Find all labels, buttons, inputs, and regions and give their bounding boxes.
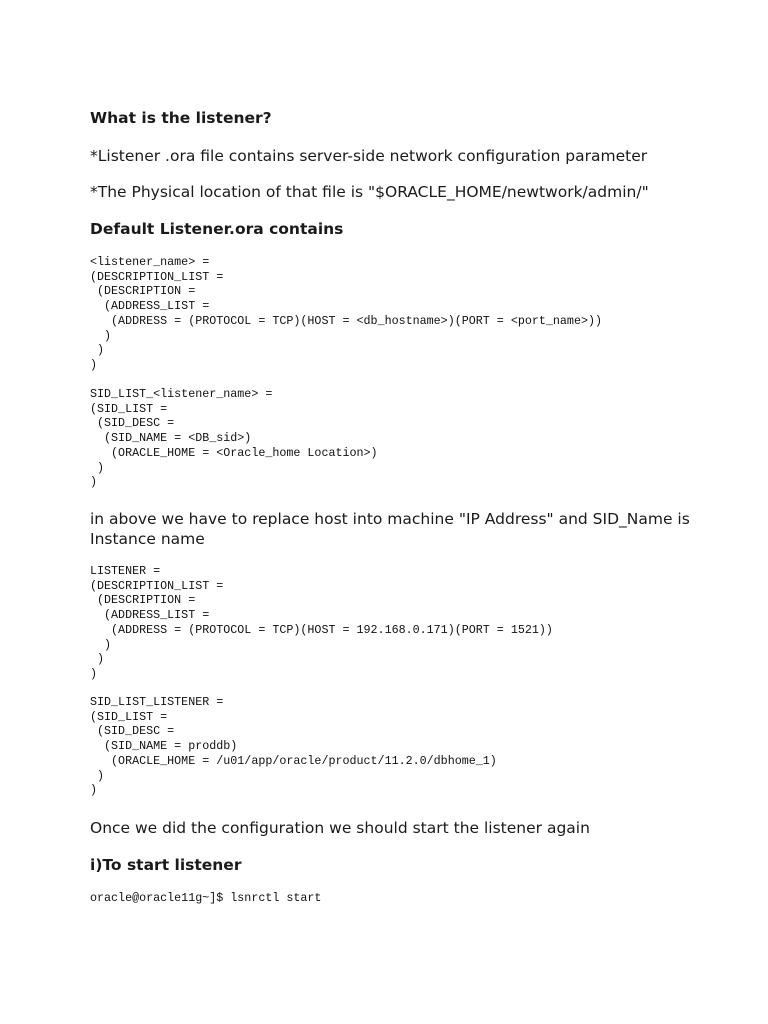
paragraph-listener-ora: *Listener .ora file contains server-side network configuration parameter — [90, 147, 648, 165]
heading-what-is-listener: What is the listener? — [90, 109, 272, 127]
code-start-command: oracle@oracle11g~]$ lsnrctl start — [90, 891, 322, 905]
code-block-default-listener: <listener_name> = (DESCRIPTION_LIST = (DESCRIPTION = (ADDRESS_LIST = (ADDRESS = (PROTOCOL = TCP)(HOST = <db_hostname>)(PORT = <port_name>)) ) ) ) — [90, 255, 602, 372]
document-page — [90, 0, 730, 1024]
code-block-default-sid-list: SID_LIST_<listener_name> = (SID_LIST = (SID_DESC = (SID_NAME = <DB_sid>) (ORACLE_HOME = <Oracle_home Location>) ) ) — [90, 387, 378, 490]
code-block-listener: LISTENER = (DESCRIPTION_LIST = (DESCRIPTION = (ADDRESS_LIST = (ADDRESS = (PROTOCOL = TCP)(HOST = 192.168.0.171)(PORT = 1521)) ) ) ) — [90, 564, 553, 681]
paragraph-replace-host: in above we have to replace host into machine "IP Address" and SID_Name is Instance name — [90, 510, 690, 548]
paragraph-once-configured: Once we did the configuration we should start the listener again — [90, 819, 590, 837]
heading-start-listener: i)To start listener — [90, 856, 242, 874]
code-block-sid-list-listener: SID_LIST_LISTENER = (SID_LIST = (SID_DESC = (SID_NAME = proddb) (ORACLE_HOME = /u01/app/oracle/product/11.2.0/dbhome_1) ) ) — [90, 695, 497, 798]
paragraph-physical-location: *The Physical location of that file is "$ORACLE_HOME/newtwork/admin/" — [90, 183, 649, 201]
heading-default-listener-ora: Default Listener.ora contains — [90, 220, 344, 238]
